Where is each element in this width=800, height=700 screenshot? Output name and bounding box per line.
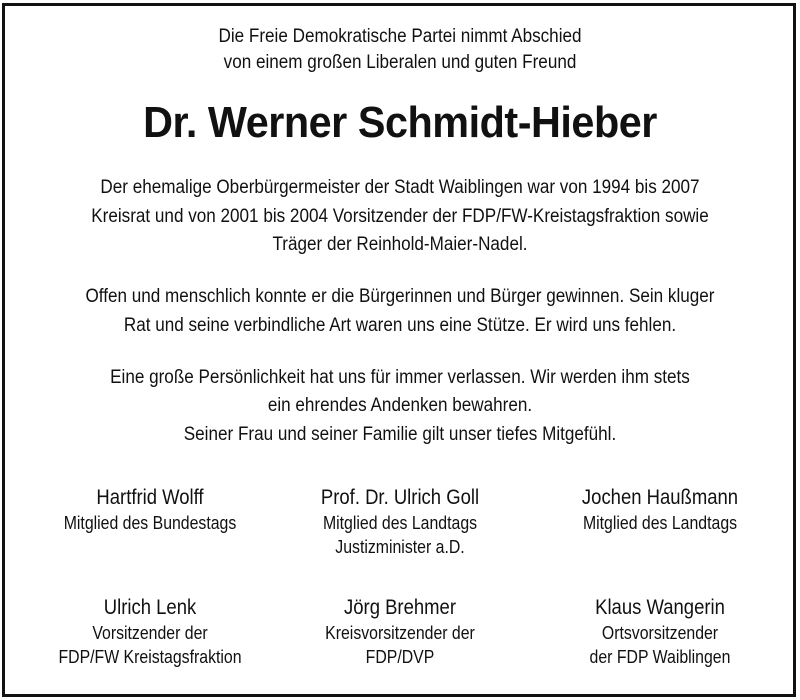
signatory-role: FDP/FW Kreistagsfraktion xyxy=(58,647,242,667)
signatory-role: Justizminister a.D. xyxy=(335,537,465,557)
signatory-role: Ortsvorsitzender xyxy=(601,623,719,643)
signatory-name: Prof. Dr. Ulrich Goll xyxy=(320,486,480,509)
signatory xyxy=(270,595,530,669)
paragraph-3-line-1: Eine große Persönlichkeit hat uns für immer verlassen. Wir werden ihm stets xyxy=(110,367,690,388)
signatory-name: Ulrich Lenk xyxy=(103,596,197,619)
paragraph-2-line-1: Offen und menschlich konnte er die Bürgerinnen und Bürger gewinnen. Sein kluger xyxy=(85,286,715,307)
signatory-role: Mitglied des Landtags xyxy=(322,513,478,533)
deceased-name-heading: Dr. Werner Schmidt-Hieber xyxy=(143,98,657,147)
signatory xyxy=(270,485,530,559)
signatory xyxy=(20,485,280,535)
signatory-name: Jochen Haußmann xyxy=(581,486,739,509)
paragraph-1-line-2: Kreisrat und von 2001 bis 2004 Vorsitzender der FDP/FW-Kreistagsfraktion sowie xyxy=(91,206,709,227)
paragraph-3-line-3: Seiner Frau und seiner Familie gilt unser tiefes Mitgefühl. xyxy=(183,424,617,445)
paragraph-1-line-3: Träger der Reinhold-Maier-Nadel. xyxy=(272,234,528,255)
signatory-role: Kreisvorsitzender der xyxy=(325,623,475,643)
paragraph-3-line-2: ein ehrendes Andenken bewahren. xyxy=(267,395,533,416)
signatory-role: FDP/DVP xyxy=(365,647,435,667)
signatory xyxy=(20,595,280,669)
intro-line-2: von einem großen Liberalen und guten Freund xyxy=(223,52,577,73)
signatory-role: Mitglied des Bundestags xyxy=(63,513,237,533)
paragraph-1-line-1: Der ehemalige Oberbürgermeister der Stadt Waiblingen war von 1994 bis 2007 xyxy=(100,177,700,198)
signatory-role: Vorsitzender der xyxy=(92,623,208,643)
paragraph-2-line-2: Rat und seine verbindliche Art waren uns eine Stütze. Er wird uns fehlen. xyxy=(123,315,677,336)
intro-line-1: Die Freie Demokratische Partei nimmt Abschied xyxy=(218,26,582,47)
signatory xyxy=(530,485,790,535)
signatory-name: Hartfrid Wolff xyxy=(96,486,204,509)
signatory-name: Klaus Wangerin xyxy=(595,596,725,619)
signatory-role: der FDP Waiblingen xyxy=(589,647,731,667)
signatory-name: Jörg Brehmer xyxy=(344,596,456,619)
signatory-role: Mitglied des Landtags xyxy=(582,513,738,533)
signatory xyxy=(530,595,790,669)
